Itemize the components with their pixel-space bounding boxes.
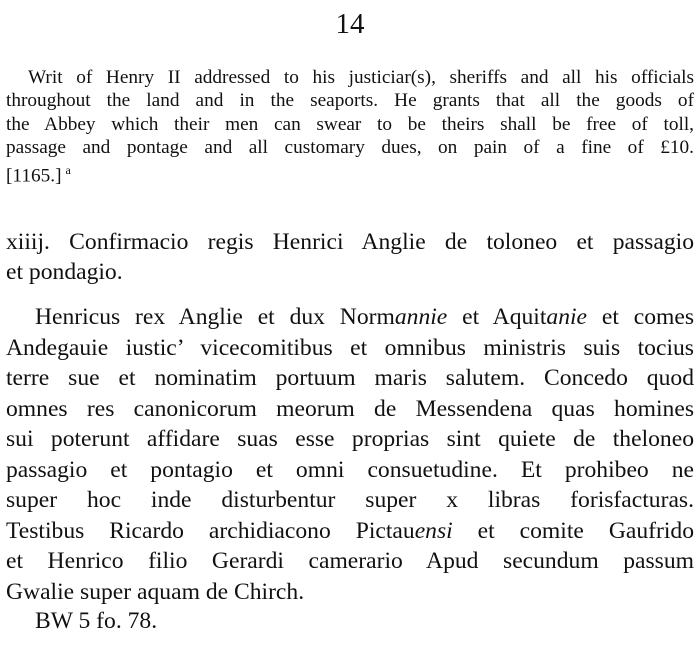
expanded-abbreviation: ensi (414, 517, 453, 544)
charter-heading (6, 227, 694, 287)
charter-line: Andegauie iustic’ vicecomitibus et omnibus ministris suis tocius (6, 334, 694, 361)
charter-line (6, 516, 694, 547)
charter-line: omnes res canonicorum meorum de Messendena quas homines (6, 395, 694, 422)
english-summary (6, 66, 694, 188)
charter-text (6, 302, 694, 607)
footnote-mark: a (65, 163, 71, 178)
charter-text-segment: Testibus Ricardo archidiacono Pictau (6, 517, 415, 544)
summary-line: throughout the land and in the seaports. He grants that all the goods of (6, 90, 694, 112)
charter-line: super hoc inde disturbentur super x libras forisfacturas. (6, 487, 694, 513)
charter-line: passagio et pontagio et omni consuetudine. Et prohibeo ne (6, 456, 694, 483)
expanded-abbreviation: annie (394, 304, 448, 330)
charter-text-segment: et comite Gaufrido (452, 517, 694, 544)
summary-date: [1165.] (6, 165, 62, 187)
charter-text-segment: et comes (587, 304, 694, 330)
manuscript-reference: BW 5 fo. 78. (35, 608, 158, 634)
summary-date-line (6, 159, 694, 188)
charter-line: et Henrico filio Gerardi camerario Apud secundum passum (6, 548, 694, 574)
page-number: 14 (335, 8, 365, 40)
charter-line: terre sue et nominatim portuum maris salutem. Concedo quod (6, 365, 694, 391)
heading-line: xiiij. Confirmacio regis Henrici Anglie de toloneo et passagio (6, 229, 694, 255)
summary-line: the Abbey which their men can swear to be theirs shall be free of toll, (6, 113, 694, 135)
charter-line: Gwalie super aquam de Chirch. (6, 578, 305, 605)
summary-line: Writ of Henry II addressed to his justiciar(s), sheriffs and all his officials (28, 67, 694, 88)
expanded-abbreviation: anie (546, 304, 588, 330)
charter-line (6, 302, 694, 333)
summary-line: passage and pontage and all customary dues, on pain of a fine of £10. (6, 136, 694, 158)
charter-line: sui poterunt affidare suas esse proprias sint quiete de theloneo (6, 426, 694, 452)
charter-text-segment: et Aquit (447, 304, 547, 330)
heading-line: et pondagio. (6, 259, 123, 285)
charter-text-segment: Henricus rex Anglie et dux Norm (35, 304, 395, 330)
